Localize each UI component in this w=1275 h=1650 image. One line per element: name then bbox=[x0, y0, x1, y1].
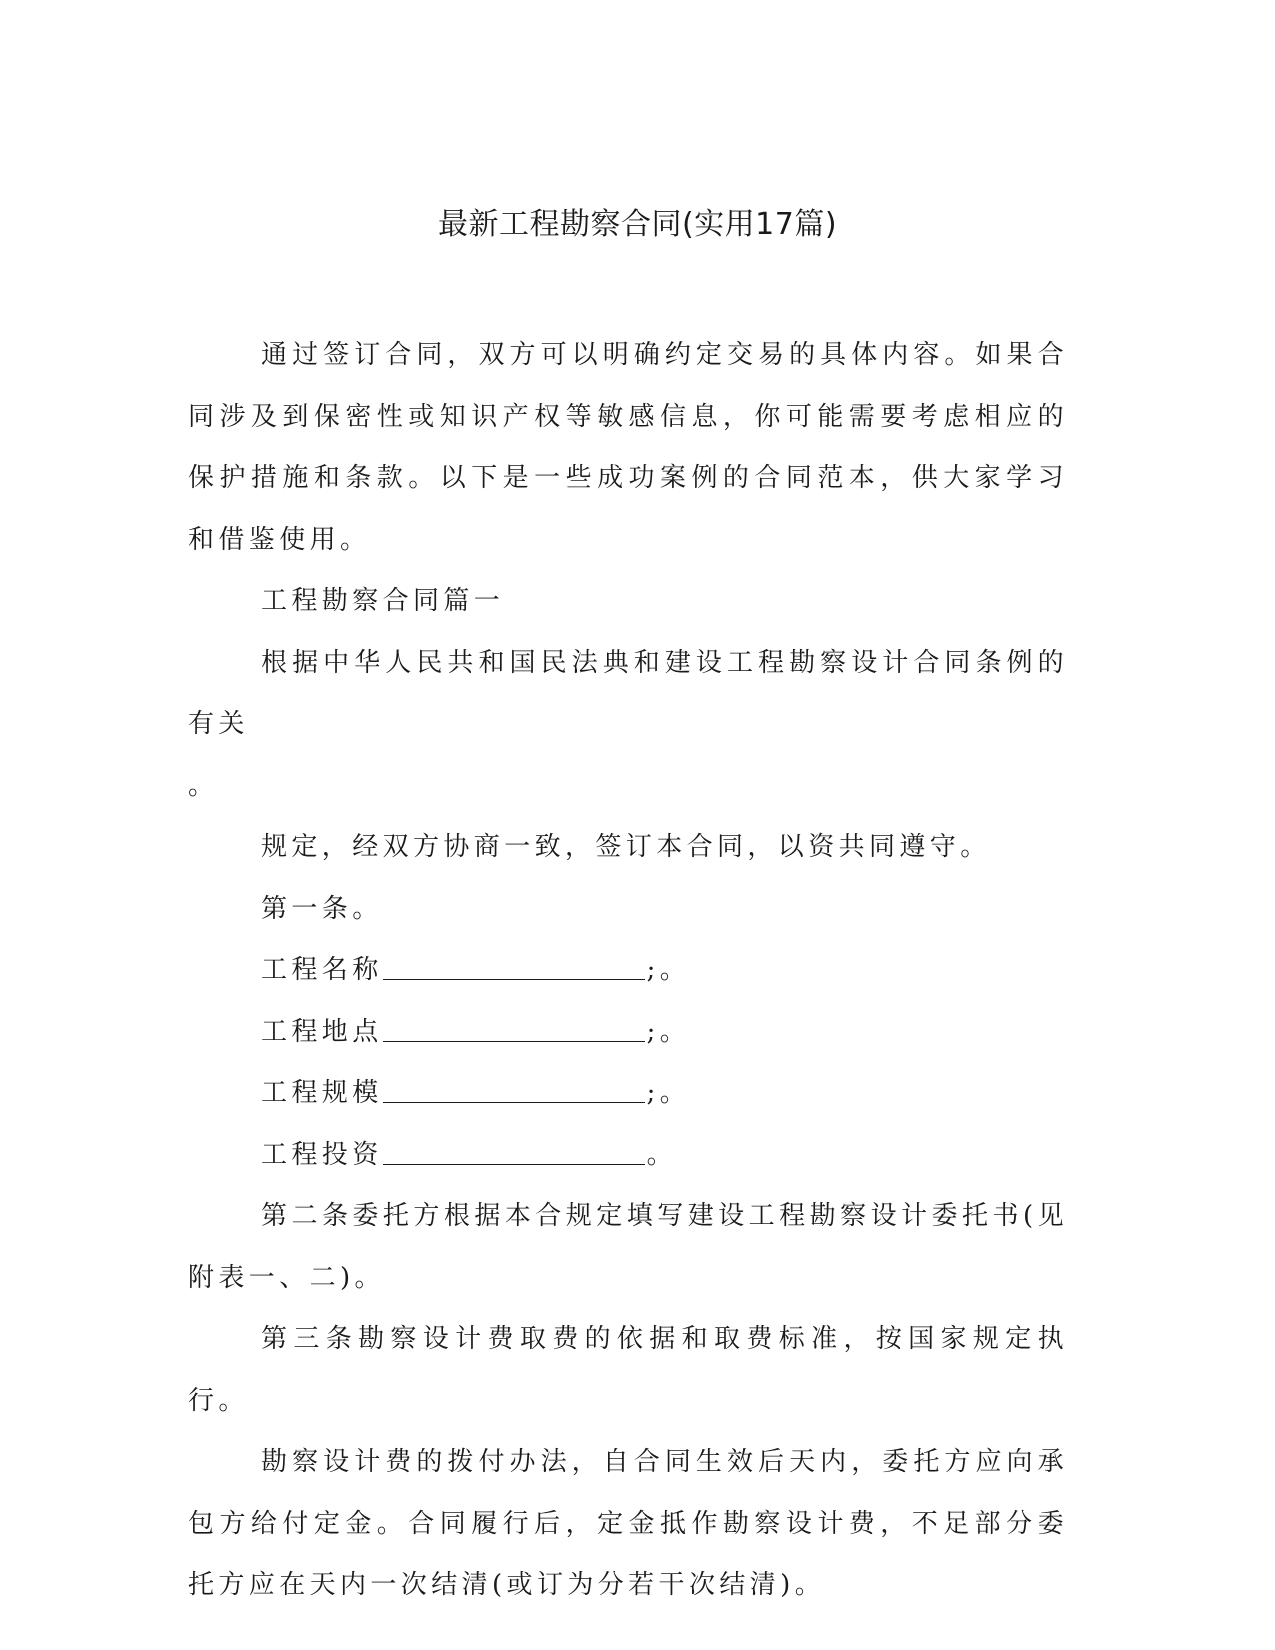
basis-paragraph: 根据中华人民共和国民法典和建设工程勘察设计合同条例的有关 bbox=[188, 647, 1068, 739]
field-end: 。 bbox=[646, 1139, 678, 1170]
field-label: 工程投资 bbox=[261, 1139, 383, 1170]
document-title: 最新工程勘察合同(实用17篇) bbox=[437, 207, 838, 242]
fill-in-blank-line bbox=[383, 953, 645, 980]
article-one: 第一条。 bbox=[261, 893, 383, 924]
basis-end-paragraph: 。 bbox=[188, 770, 219, 801]
fill-in-blank-line bbox=[383, 1076, 645, 1103]
field-end: ;。 bbox=[646, 1078, 691, 1108]
section-heading: 工程勘察合同篇一 bbox=[261, 586, 505, 616]
document-body bbox=[188, 325, 1068, 1617]
field-end: ;。 bbox=[646, 955, 691, 985]
agreement-paragraph: 规定，经双方协商一致，签订本合同，以资共同遵守。 bbox=[261, 832, 991, 862]
payment-paragraph: 勘察设计费的拨付办法，自合同生效后天内，委托方应向承包方给付定金。合同履行后，定金抵作勘察设计费，不足部分委托方应在天内一次结清(或订为分若干次结清)。 bbox=[188, 1447, 1068, 1600]
field-end: ;。 bbox=[646, 1016, 691, 1047]
intro-paragraph: 通过签订合同，双方可以明确约定交易的具体内容。如果合同涉及到保密性或知识产权等敏感信息，你可能需要考虑相应的保护措施和条款。以下是一些成功案例的合同范本，供大家学习和借鉴使用。 bbox=[188, 340, 1068, 555]
fill-in-blank-line bbox=[383, 1015, 645, 1042]
field-project-scale bbox=[188, 1063, 1068, 1125]
field-project-location bbox=[188, 1002, 1068, 1064]
fill-in-blank-line bbox=[383, 1138, 645, 1165]
field-project-name bbox=[188, 940, 1068, 1002]
article-two: 第二条委托方根据本合规定填写建设工程勘察设计委托书(见附表一、二)。 bbox=[188, 1201, 1068, 1293]
field-label: 工程规模 bbox=[261, 1078, 383, 1108]
field-label: 工程名称 bbox=[261, 955, 383, 985]
article-three: 第三条勘察设计费取费的依据和取费标准，按国家规定执行。 bbox=[188, 1324, 1068, 1416]
field-label: 工程地点 bbox=[261, 1016, 383, 1047]
field-project-investment bbox=[188, 1125, 1068, 1187]
